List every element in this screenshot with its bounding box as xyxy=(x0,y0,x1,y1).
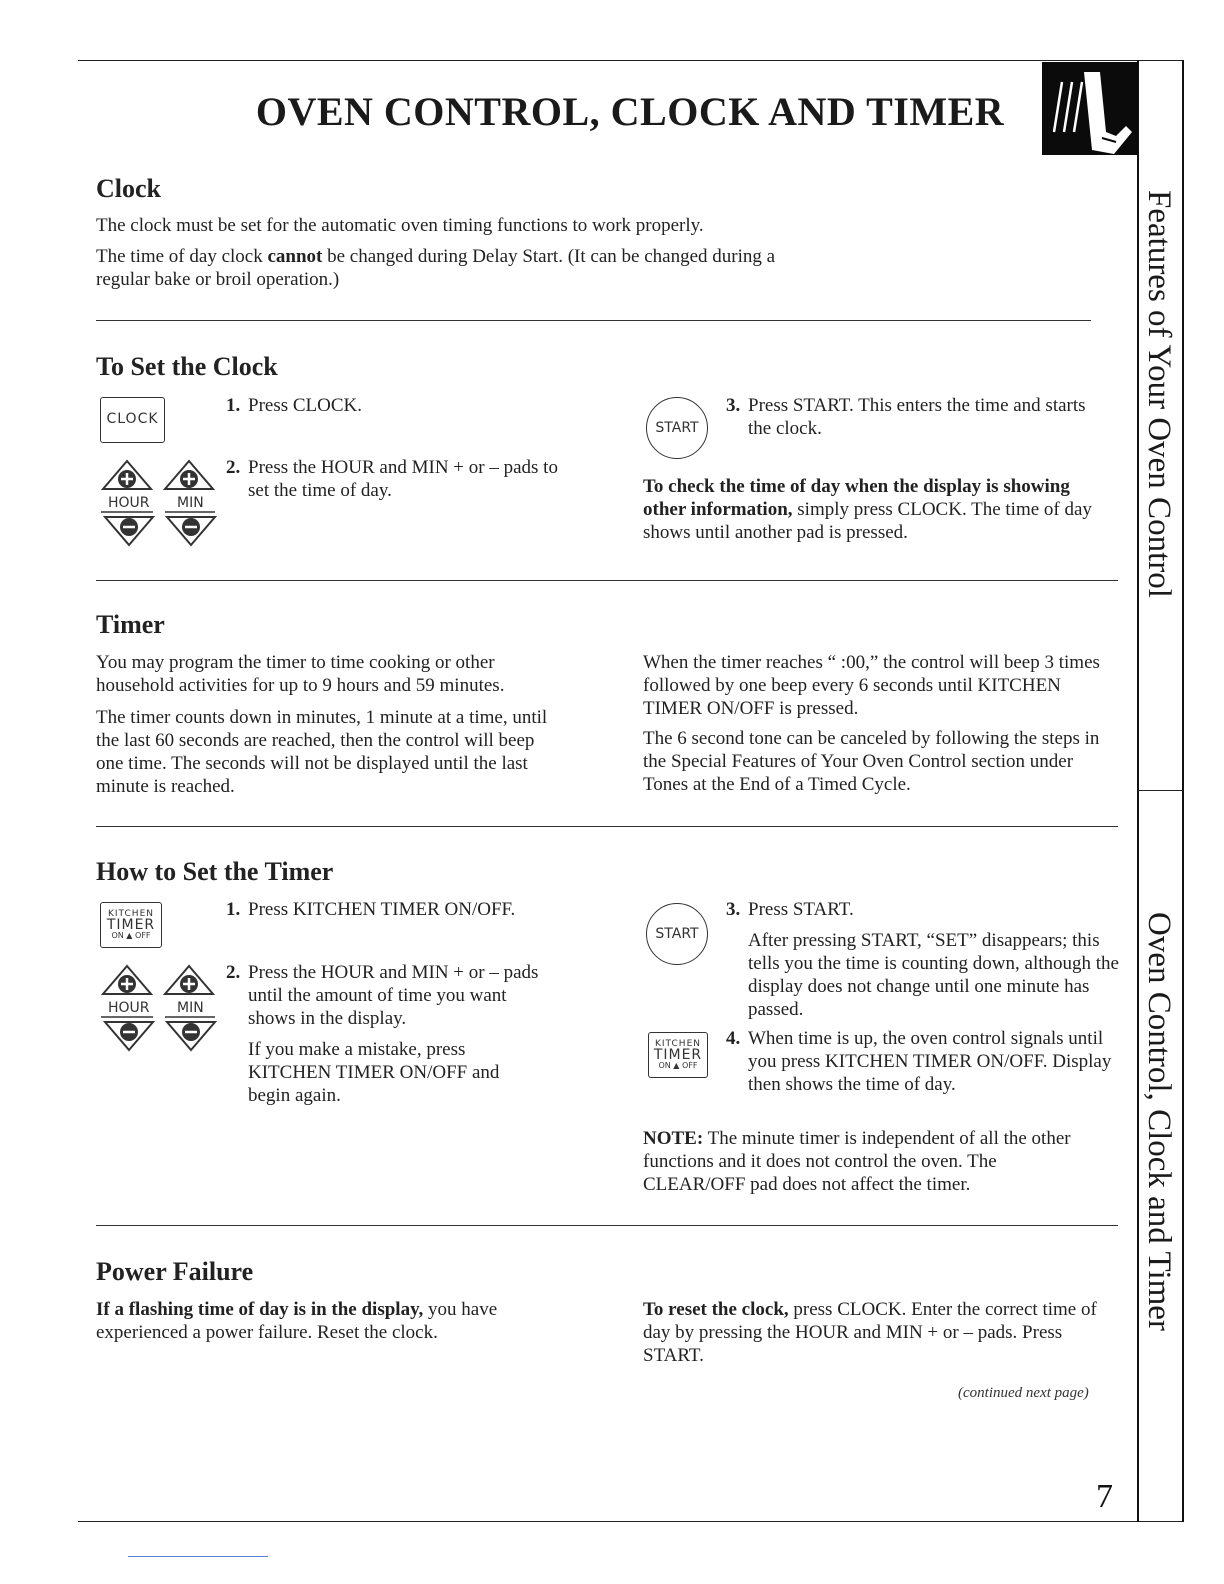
bottom-rule xyxy=(78,1521,1184,1522)
side-tab-left-border xyxy=(1137,60,1139,1522)
set-timer-heading: How to Set the Timer xyxy=(96,857,334,886)
timer-note: NOTE: The minute timer is independent of all the other functions and it does not control the oven. The CLEAR/OFF pad does not affect the timer. xyxy=(643,1128,1071,1195)
set-timer-step-1: 1. Press KITCHEN TIMER ON/OFF. xyxy=(226,899,516,920)
kitchen-timer-keypad-icon: KITCHEN TIMER ON ▲ OFF xyxy=(648,1032,708,1078)
clock-heading: Clock xyxy=(96,174,161,203)
min-label: MIN xyxy=(177,495,204,511)
hour-label: HOUR xyxy=(108,495,150,511)
section-divider xyxy=(96,320,1091,321)
timer-left-paragraph-2: The timer counts down in minutes, 1 minute at a time, until the last 60 seconds are reached, then the control will beep one time. The seconds will not be displayed until the last minute is reached. xyxy=(96,707,548,797)
kitchen-timer-keypad-icon: KITCHEN TIMER ON ▲ OFF xyxy=(100,902,162,948)
power-failure-left: If a flashing time of day is in the display, you have experienced a power failure. Reset the clock. xyxy=(96,1299,498,1343)
section-divider xyxy=(96,826,1118,827)
set-timer-step-4: 4. When time is up, the oven control signals until you press KITCHEN TIMER ON/OFF. Display then shows the time of day. xyxy=(726,1028,1112,1095)
clock-paragraph-2: The time of day clock cannot be changed during Delay Start. (It can be changed during a regular bake or broil operation.) xyxy=(96,246,776,290)
top-rule xyxy=(78,60,1184,61)
hour-min-pad-icon xyxy=(99,960,221,1056)
hour-min-pad-icon xyxy=(99,455,221,551)
section-divider xyxy=(96,580,1118,581)
power-failure-right: To reset the clock, press CLOCK. Enter the correct time of day by pressing the HOUR and MIN + or – pads. Press START. xyxy=(643,1299,1097,1366)
start-keypad-icon: START xyxy=(646,903,708,965)
timer-heading: Timer xyxy=(96,610,165,639)
timer-right-paragraph-2: The 6 second tone can be canceled by following the steps in the Special Features of Your Oven Control section under Tones at the End of a Timed Cycle. xyxy=(643,728,1100,795)
timer-right-paragraph-1: When the timer reaches “ :00,” the control will beep 3 times followed by one beep every 6 seconds until KITCHEN TIMER ON/OFF is pressed. xyxy=(643,652,1100,719)
start-keypad-icon: START xyxy=(646,397,708,459)
check-time-paragraph: To check the time of day when the display is showing other information, simply press CLOCK. The time of day shows until another pad is pressed. xyxy=(643,476,1092,543)
set-timer-step-2-note: If you make a mistake, press KITCHEN TIMER ON/OFF and begin again. xyxy=(248,1039,500,1106)
power-failure-heading: Power Failure xyxy=(96,1257,254,1286)
continued-note: (continued next page) xyxy=(958,1385,1089,1401)
clock-keypad-icon: CLOCK xyxy=(100,397,165,443)
side-tab-right-border xyxy=(1182,60,1184,1522)
set-timer-step-3: 3. Press START. xyxy=(726,899,854,920)
page-number: 7 xyxy=(1096,1478,1113,1515)
clock-paragraph-1: The clock must be set for the automatic oven timing functions to work properly. xyxy=(96,215,704,236)
min-label: MIN xyxy=(177,1000,204,1016)
set-timer-step-2: 2. Press the HOUR and MIN + or – pads until the amount of time you want shows in the display. xyxy=(226,962,539,1029)
set-clock-step-1: 1. Press CLOCK. xyxy=(226,395,363,416)
page-title: OVEN CONTROL, CLOCK AND TIMER xyxy=(255,89,1005,134)
set-timer-step-3-detail: After pressing START, “SET” disappears; this tells you the time is counting down, although the display does not change until one minute has passed. xyxy=(748,930,1119,1020)
side-tab-oven-control: Oven Control, Clock and Timer xyxy=(1141,912,1177,1331)
set-clock-step-3: 3. Press START. This enters the time and starts the clock. xyxy=(726,395,1086,439)
hour-label: HOUR xyxy=(108,1000,150,1016)
timer-left-paragraph-1: You may program the timer to time cooking or other household activities for up to 9 hours and 59 minutes. xyxy=(96,652,505,696)
scan-artifact-line xyxy=(128,1556,268,1557)
set-clock-heading: To Set the Clock xyxy=(96,352,278,381)
section-divider xyxy=(96,1225,1118,1226)
side-tab-divider xyxy=(1137,790,1183,791)
set-clock-step-2: 2. Press the HOUR and MIN + or – pads to set the time of day. xyxy=(226,457,558,501)
side-tab-features: Features of Your Oven Control xyxy=(1141,190,1177,598)
